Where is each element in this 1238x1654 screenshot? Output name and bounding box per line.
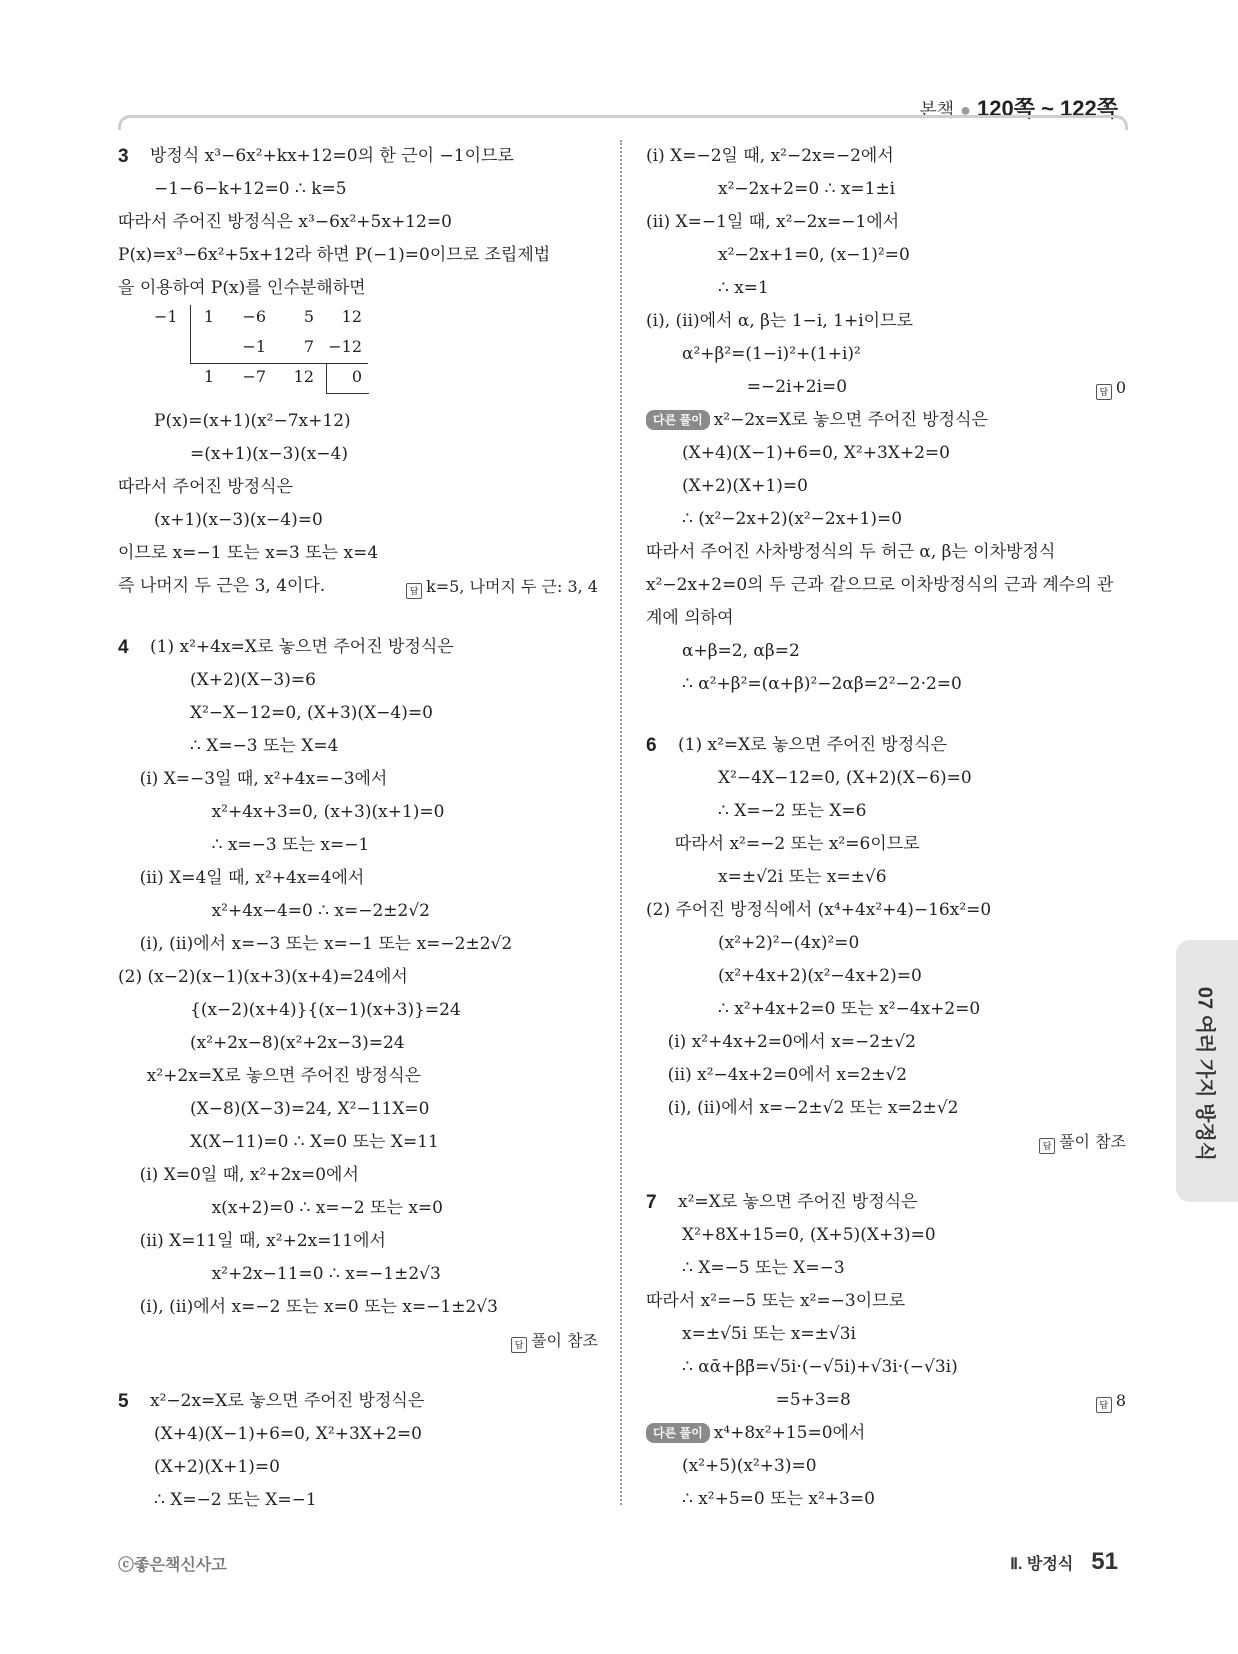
page-footer — [1010, 1548, 1118, 1576]
problem-5-start — [118, 1385, 598, 1418]
alt-solution-badge: 다른 풀이 — [646, 410, 710, 430]
math-text: (ⅰ), (ⅱ)에서 x=−3 또는 x=−1 또는 x=−2±2√2 — [139, 934, 513, 954]
synthetic-division-cell: −7 — [242, 367, 266, 386]
solution-line — [646, 239, 1126, 272]
math-text: x²=X로 놓으면 주어진 방정식은 — [678, 1192, 918, 1212]
solution-line — [646, 470, 1126, 503]
math-text: (ⅰ) X=−2일 때, x²−2x=−2에서 — [646, 146, 894, 166]
math-text: ∴ x²+4x+2=0 또는 x²−4x+2=0 — [718, 999, 981, 1019]
solution-line — [646, 1450, 1126, 1483]
solution-line — [118, 697, 598, 730]
solution-line — [118, 1027, 598, 1060]
math-text: (x²+5)(x²+3)=0 — [682, 1456, 817, 1476]
solution-line — [118, 1060, 598, 1093]
math-text: x²+4x+3=0, (x+3)(x+1)=0 — [211, 802, 445, 822]
math-text: −1−6−k+12=0 ∴ k=5 — [154, 179, 347, 199]
synthetic-division-cell: 0 — [351, 367, 362, 386]
solution-line — [118, 471, 598, 504]
chapter-side-tab-label: 07 여러 가지 방정식 — [1193, 986, 1216, 1162]
header-prefix: 본책 — [919, 100, 955, 120]
spacer — [646, 1158, 1126, 1186]
math-text: P(x)=x³−6x²+5x+12라 하면 P(−1)=0이므로 조립제법 — [118, 245, 551, 265]
answer-icon: 답 — [406, 583, 422, 599]
math-text: x⁴+8x²+15=0에서 — [713, 1423, 866, 1443]
math-text: 따라서 주어진 방정식은 — [118, 477, 294, 497]
page-header: 본책 ● 120쪽 ~ 122쪽 — [919, 96, 1118, 121]
solution-line — [646, 927, 1126, 960]
solution-line — [646, 173, 1126, 206]
solution-line — [118, 1324, 598, 1357]
solution-line — [118, 994, 598, 1027]
math-text: =5+3=8 — [775, 1390, 851, 1410]
solution-line — [646, 140, 1126, 173]
solution-line — [118, 1418, 598, 1451]
answer — [1096, 371, 1126, 404]
math-text: X(X−11)=0 ∴ X=0 또는 X=11 — [190, 1132, 439, 1152]
solution-line — [646, 1125, 1126, 1158]
synthetic-division-root: −1 — [154, 307, 178, 326]
solution-line — [646, 1252, 1126, 1285]
math-text: x²+4x−4=0 ∴ x=−2±2√2 — [211, 901, 430, 921]
math-text: x²−2x+1=0, (x−1)²=0 — [718, 245, 910, 265]
math-text: (ⅱ) X=4일 때, x²+4x=4에서 — [139, 868, 365, 888]
math-text: (ⅱ) X=−1일 때, x²−2x=−1에서 — [646, 212, 900, 232]
solution-line — [646, 1092, 1126, 1125]
problem-number: 4 — [118, 637, 129, 658]
synthetic-division — [154, 305, 598, 405]
solution-line — [118, 504, 598, 537]
math-text: x²−2x=X로 놓으면 주어진 방정식은 — [713, 410, 988, 430]
solution-line — [646, 1483, 1126, 1516]
solution-line — [646, 536, 1126, 569]
synthetic-division-cell: 7 — [303, 337, 314, 356]
math-text: ∴ X=−3 또는 X=4 — [190, 736, 339, 756]
solution-line — [118, 173, 598, 206]
math-text: x(x+2)=0 ∴ x=−2 또는 x=0 — [211, 1198, 443, 1218]
problem-3-start — [118, 140, 598, 173]
math-text: (ⅰ), (ⅱ)에서 x=−2±√2 또는 x=2±√2 — [667, 1098, 959, 1118]
solution-line — [118, 928, 598, 961]
math-text: 즉 나머지 두 근은 3, 4이다. — [118, 576, 326, 596]
answer — [511, 1324, 598, 1357]
math-text: ∴ x²+5=0 또는 x²+3=0 — [682, 1489, 875, 1509]
math-text: (ⅱ) x²−4x+2=0에서 x=2±√2 — [667, 1065, 908, 1085]
solution-line — [118, 570, 598, 603]
math-text: (x+1)(x−3)(x−4)=0 — [154, 510, 323, 530]
math-text: (X+4)(X−1)+6=0, X²+3X+2=0 — [682, 443, 950, 463]
solution-line — [118, 796, 598, 829]
solution-line — [118, 438, 598, 471]
math-text: x²+2x−11=0 ∴ x=−1±2√3 — [211, 1264, 441, 1284]
solution-line — [118, 961, 598, 994]
chapter-name: Ⅱ. 방정식 — [1010, 1556, 1074, 1573]
math-text: 따라서 주어진 사차방정식의 두 허근 α, β는 이차방정식 — [646, 542, 1056, 562]
math-text: (2) 주어진 방정식에서 (x⁴+4x²+4)−16x²=0 — [646, 900, 992, 920]
solution-line — [646, 861, 1126, 894]
answer-text: 풀이 참조 — [1059, 1132, 1126, 1151]
solution-line — [118, 1258, 598, 1291]
math-text: P(x)=(x+1)(x²−7x+12) — [154, 411, 351, 431]
solution-line — [646, 1417, 1126, 1450]
solution-line — [118, 763, 598, 796]
answer-text: 0 — [1115, 378, 1126, 397]
math-text: (ⅱ) X=11일 때, x²+2x=11에서 — [139, 1231, 386, 1251]
answer-icon: 답 — [1096, 384, 1112, 400]
synthetic-division-cell: 12 — [341, 307, 362, 326]
math-text: (1) x²+4x=X로 놓으면 주어진 방정식은 — [150, 637, 454, 657]
math-text: (x²+2)²−(4x)²=0 — [718, 933, 860, 953]
math-text: ∴ αᾱ+ββ̄=√5i·(−√5i)+√3i·(−√3i) — [682, 1357, 958, 1377]
math-text: ∴ X=−2 또는 X=−1 — [154, 1490, 317, 1510]
solution-line — [646, 1318, 1126, 1351]
solution-line — [646, 1285, 1126, 1318]
math-text: 따라서 x²=−5 또는 x²=−3이므로 — [646, 1291, 906, 1311]
solution-line — [646, 602, 1126, 635]
synthetic-division-remainder-box — [326, 363, 369, 394]
solution-line — [118, 537, 598, 570]
math-text: x²−2x+2=0의 두 근과 같으므로 이차방정식의 근과 계수의 관 — [646, 575, 1114, 595]
answer — [406, 570, 598, 603]
spacer — [118, 603, 598, 631]
synthetic-division-cell: 12 — [293, 367, 314, 386]
math-text: α²+β²=(1−i)²+(1+i)² — [682, 344, 861, 364]
math-text: ∴ X=−5 또는 X=−3 — [682, 1258, 845, 1278]
solution-line — [646, 762, 1126, 795]
solution-line — [118, 405, 598, 438]
solution-line — [118, 1291, 598, 1324]
solution-line — [118, 272, 598, 305]
math-text: {(x−2)(x+4)}{(x−1)(x+3)}=24 — [190, 1000, 461, 1020]
math-text: (ⅰ), (ⅱ)에서 α, β는 1−i, 1+i이므로 — [646, 311, 913, 331]
solution-line — [118, 239, 598, 272]
answer — [1096, 1384, 1126, 1417]
math-text: (x²+2x−8)(x²+2x−3)=24 — [190, 1033, 405, 1053]
math-text: X²−4X−12=0, (X+2)(X−6)=0 — [718, 768, 972, 788]
math-text: 이므로 x=−1 또는 x=3 또는 x=4 — [118, 543, 379, 563]
math-text: ∴ X=−2 또는 X=6 — [718, 801, 867, 821]
math-text: (X+4)(X−1)+6=0, X²+3X+2=0 — [154, 1424, 422, 1444]
math-text: (ⅰ) x²+4x+2=0에서 x=−2±√2 — [667, 1032, 916, 1052]
answer-text: 풀이 참조 — [531, 1331, 598, 1350]
solution-line — [646, 437, 1126, 470]
answer-icon: 답 — [511, 1337, 527, 1353]
answer-text: 8 — [1115, 1391, 1126, 1410]
math-text: ∴ (x²−2x+2)(x²−2x+1)=0 — [682, 509, 903, 529]
solution-line — [118, 1126, 598, 1159]
math-text: (ⅰ) X=−3일 때, x²+4x=−3에서 — [139, 769, 388, 789]
solution-line — [646, 206, 1126, 239]
solution-line — [646, 569, 1126, 602]
solution-line — [646, 272, 1126, 305]
solution-line — [118, 1093, 598, 1126]
solution-line — [118, 1451, 598, 1484]
math-text: x=±√2i 또는 x=±√6 — [718, 867, 887, 887]
solution-line — [646, 828, 1126, 861]
math-text: x²+2x=X로 놓으면 주어진 방정식은 — [146, 1066, 422, 1086]
math-text: (1) x²=X로 놓으면 주어진 방정식은 — [678, 735, 948, 755]
synthetic-division-cell: 5 — [303, 307, 314, 326]
math-text: (X+2)(X+1)=0 — [154, 1457, 280, 1477]
math-text: (x²+4x+2)(x²−4x+2)=0 — [718, 966, 922, 986]
math-text: (X+2)(X−3)=6 — [190, 670, 316, 690]
spacer — [646, 701, 1126, 729]
math-text: (2) (x−2)(x−1)(x+3)(x+4)=24에서 — [118, 967, 408, 987]
synthetic-division-cell: −1 — [242, 337, 266, 356]
header-rule — [118, 115, 1128, 130]
solution-line — [646, 668, 1126, 701]
math-text: X²+8X+15=0, (X+5)(X+3)=0 — [682, 1225, 936, 1245]
chapter-side-tab[interactable] — [1176, 940, 1238, 1202]
synthetic-division-cell: −12 — [328, 337, 362, 356]
problem-7-start — [646, 1186, 1126, 1219]
math-text: (X−8)(X−3)=24, X²−11X=0 — [190, 1099, 430, 1119]
solution-line — [646, 1059, 1126, 1092]
math-text: 계에 의하여 — [646, 608, 734, 628]
answer-icon: 답 — [1039, 1138, 1055, 1154]
math-text: =(x+1)(x−3)(x−4) — [190, 444, 348, 464]
synthetic-division-cell: −6 — [242, 307, 266, 326]
solution-line — [646, 993, 1126, 1026]
solution-line — [646, 1026, 1126, 1059]
synthetic-division-bar — [190, 305, 191, 363]
math-text: (X+2)(X+1)=0 — [682, 476, 808, 496]
solution-line — [646, 1219, 1126, 1252]
answer-text: k=5, 나머지 두 근: 3, 4 — [426, 577, 598, 596]
math-text: x=±√5i 또는 x=±√3i — [682, 1324, 856, 1344]
page-number: 51 — [1091, 1548, 1118, 1575]
problem-4-start — [118, 631, 598, 664]
solution-line — [118, 862, 598, 895]
math-text: 방정식 x³−6x²+kx+12=0의 한 근이 −1이므로 — [150, 146, 514, 166]
answer — [1039, 1125, 1126, 1158]
problem-number: 5 — [118, 1391, 129, 1412]
header-page-range: 120쪽 ~ 122쪽 — [977, 96, 1118, 121]
publisher-logo: ⓒ좋은책신사고 — [118, 1557, 227, 1574]
solution-line — [646, 1384, 1126, 1417]
math-text: (ⅰ), (ⅱ)에서 x=−2 또는 x=0 또는 x=−1±2√3 — [139, 1297, 498, 1317]
solution-line — [118, 664, 598, 697]
math-text: x²−2x+2=0 ∴ x=1±i — [718, 179, 896, 199]
solution-line — [646, 635, 1126, 668]
solution-line — [646, 503, 1126, 536]
problem-number: 7 — [646, 1192, 657, 1213]
solution-line — [646, 960, 1126, 993]
solution-line — [118, 730, 598, 763]
left-column — [118, 140, 598, 1517]
math-text: ∴ x=1 — [718, 278, 769, 298]
problem-number: 6 — [646, 735, 657, 756]
solution-line — [646, 894, 1126, 927]
solution-line — [646, 338, 1126, 371]
solution-line — [118, 895, 598, 928]
math-text: 따라서 주어진 방정식은 x³−6x²+5x+12=0 — [118, 212, 452, 232]
solution-line — [118, 1225, 598, 1258]
math-text: x²−2x=X로 놓으면 주어진 방정식은 — [150, 1391, 425, 1411]
math-text: 을 이용하여 P(x)를 인수분해하면 — [118, 278, 366, 298]
math-text: =−2i+2i=0 — [746, 377, 848, 397]
solution-line — [646, 404, 1126, 437]
solution-line — [118, 1159, 598, 1192]
math-text: α+β=2, αβ=2 — [682, 641, 800, 661]
column-divider — [620, 140, 622, 1505]
spacer — [118, 1357, 598, 1385]
solution-line — [646, 305, 1126, 338]
solution-line — [118, 829, 598, 862]
math-text: ∴ x=−3 또는 x=−1 — [211, 835, 370, 855]
solution-line — [118, 1192, 598, 1225]
synthetic-division-cell: 1 — [203, 367, 214, 386]
math-text: ∴ α²+β²=(α+β)²−2αβ=2²−2·2=0 — [682, 674, 962, 694]
problem-number: 3 — [118, 146, 129, 167]
solution-line — [646, 371, 1126, 404]
solution-line — [646, 795, 1126, 828]
right-column — [646, 140, 1126, 1516]
math-text: (ⅰ) X=0일 때, x²+2x=0에서 — [139, 1165, 359, 1185]
alt-solution-badge: 다른 풀이 — [646, 1423, 710, 1443]
solution-line — [118, 206, 598, 239]
answer-icon: 답 — [1096, 1397, 1112, 1413]
solution-line — [646, 1351, 1126, 1384]
solution-line — [118, 1484, 598, 1517]
math-text: X²−X−12=0, (X+3)(X−4)=0 — [190, 703, 433, 723]
problem-6-start — [646, 729, 1126, 762]
math-text: 따라서 x²=−2 또는 x²=6이므로 — [674, 834, 920, 854]
synthetic-division-cell: 1 — [203, 307, 214, 326]
